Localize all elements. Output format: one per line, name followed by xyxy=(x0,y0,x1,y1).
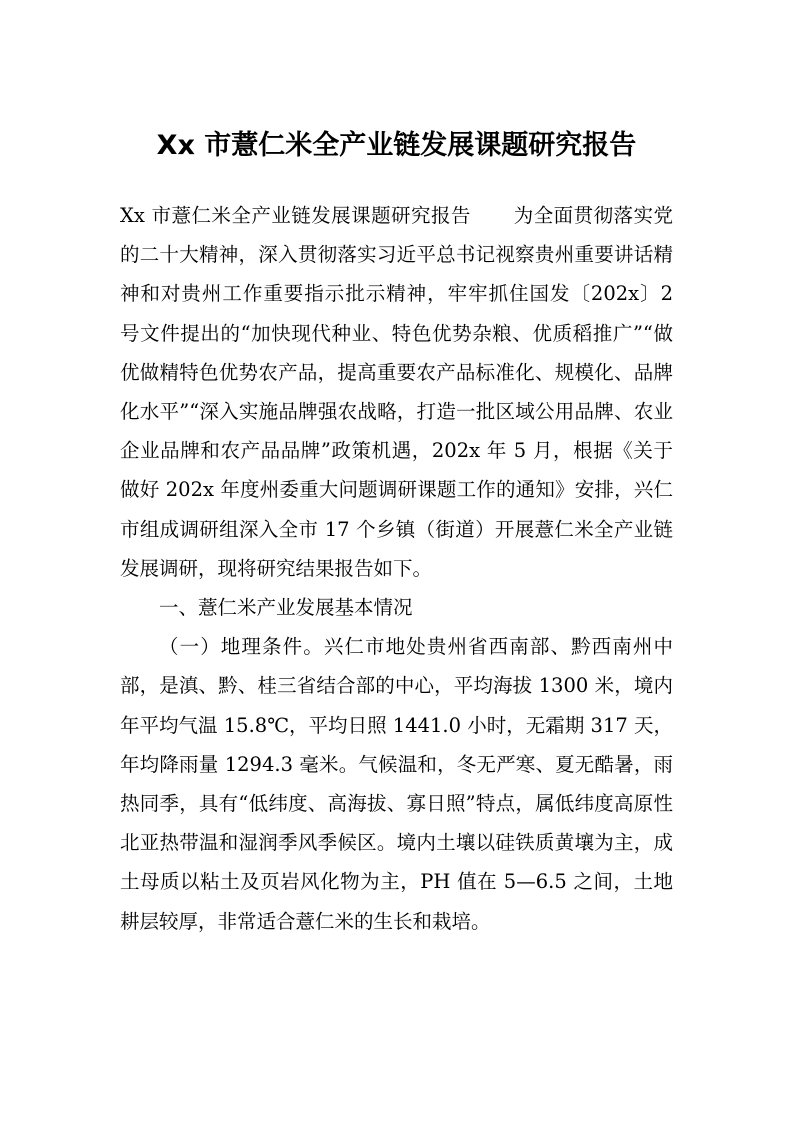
intro-paragraph xyxy=(120,196,673,588)
document-title: Xx 市薏仁米全产业链发展课题研究报告 xyxy=(156,130,637,161)
section-heading: 一、薏仁米产业发展基本情况 xyxy=(159,596,413,620)
geography-paragraph: （一）地理条件。兴仁市地处贵州省西南部、黔西南州中部，是滇、黔、桂三省结合部的中心，平均海拔 1300 米，境内年平均气温 15.8℃，平均日照 1441.0 小时，无霜期 317 天，年均降雨量 1294.3 毫米。气候温和，冬无严寒、夏无酷暑，雨热同季，具有“低纬度、高海拔、寡日照”特点，属低纬度高原性北亚热带温和湿润季风季候区。境内土壤以硅铁质黄壤为主，成土母质以粘土及页岩风化物为主，PH 值在 5—6.5 之间，土地耕层较厚，非常适合薏仁米的生长和栽培。 xyxy=(120,635,673,933)
intro-title-text: Xx 市薏仁米全产业链发展课题研究报告 xyxy=(120,204,471,227)
intro-body-text: 为全面贯彻落实党的二十大精神，深入贯彻落实习近平总书记视察贵州重要讲话精神和对贵州工作重要指示批示精神，牢牢抓住国发〔202x〕2 号文件提出的“加快现代种业、特色优势杂粮、优质稻推广”“做优做精特色优势农产品，提高重要农产品标准化、规模化、品牌化水平”“深入实施品牌强农战略，打造一批区域公用品牌、农业企业品牌和农产品品牌”政策机遇，202x 年 5 月，根据《关于做好 202x 年度州委重大问题调研课题工作的通知》安排，兴仁市组成调研组深入全市 17 个乡镇（街道）开展薏仁米全产业链发展调研，现将研究结果报告如下。 xyxy=(120,204,673,580)
